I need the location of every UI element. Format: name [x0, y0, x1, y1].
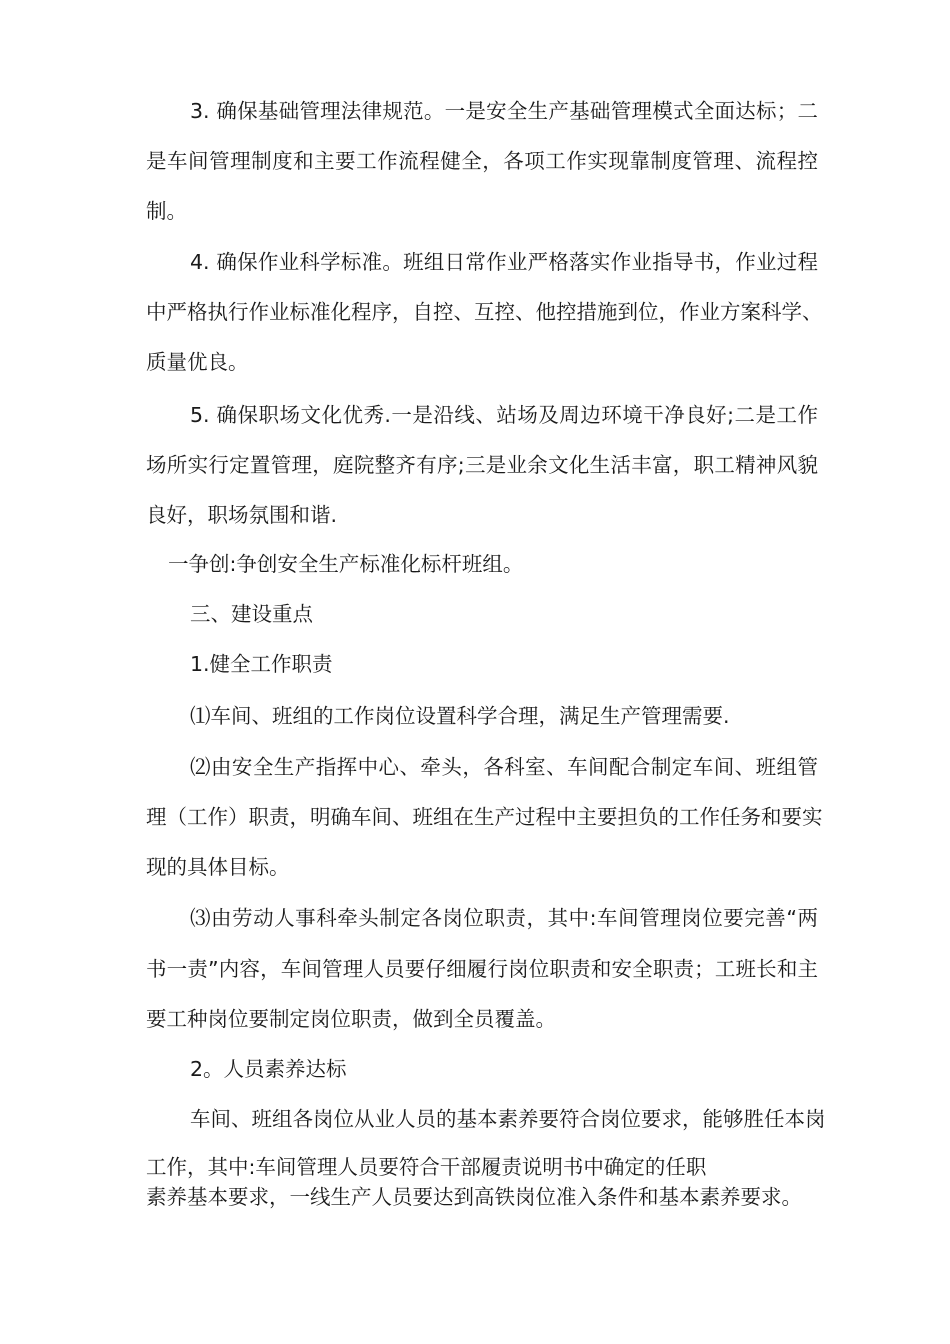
paragraph-line: 素养基本要求，一线生产人员要达到高铁岗位准入条件和基本素养要求。 — [146, 1185, 802, 1209]
paragraph-line: 制。 — [146, 199, 187, 223]
paragraph-line: 书一责”内容，车间管理人员要仔细履行岗位职责和安全职责；工班长和主 — [146, 957, 818, 981]
paragraph-line: 工作，其中:车间管理人员要符合干部履责说明书中确定的任职 — [146, 1155, 707, 1179]
paragraph-line: 3. 确保基础管理法律规范。一是安全生产基础管理模式全面达标；二 — [190, 99, 818, 123]
section-heading: 三、建设重点 — [190, 602, 313, 626]
paragraph-line: 良好，职场氛围和谐. — [146, 503, 338, 527]
paragraph-line: ⑵由安全生产指挥中心、牵头，各科室、车间配合制定车间、班组管 — [190, 755, 818, 779]
paragraph-line: 理（工作）职责，明确车间、班组在生产过程中主要担负的工作任务和要实 — [146, 805, 823, 829]
paragraph-line: 场所实行定置管理，庭院整齐有序;三是业余文化生活丰富，职工精神风貌 — [146, 453, 818, 477]
paragraph-line: 车间、班组各岗位从业人员的基本素养要符合岗位要求，能够胜任本岗 — [190, 1107, 826, 1131]
paragraph-line: 要工种岗位要制定岗位职责，做到全员覆盖。 — [146, 1007, 556, 1031]
subsection-heading: 2。人员素养达标 — [190, 1057, 347, 1081]
paragraph-line: 5. 确保职场文化优秀.一是沿线、站场及周边环境干净良好;二是工作 — [190, 403, 818, 427]
paragraph-line: 是车间管理制度和主要工作流程健全，各项工作实现靠制度管理、流程控 — [146, 149, 818, 173]
paragraph-line: ⑶由劳动人事科牵头制定各岗位职责，其中:车间管理岗位要完善“两 — [190, 906, 818, 930]
paragraph-line: 质量优良。 — [146, 350, 249, 374]
paragraph-line: 4. 确保作业科学标准。班组日常作业严格落实作业指导书，作业过程 — [190, 250, 818, 274]
paragraph-line: ⑴车间、班组的工作岗位设置科学合理，满足生产管理需要. — [190, 704, 730, 728]
paragraph-line: 一争创:争创安全生产标准化标杆班组。 — [168, 552, 524, 576]
paragraph-line: 现的具体目标。 — [146, 855, 290, 879]
paragraph-line: 中严格执行作业标准化程序，自控、互控、他控措施到位，作业方案科学、 — [146, 300, 823, 324]
subsection-heading: 1.健全工作职责 — [190, 652, 333, 676]
